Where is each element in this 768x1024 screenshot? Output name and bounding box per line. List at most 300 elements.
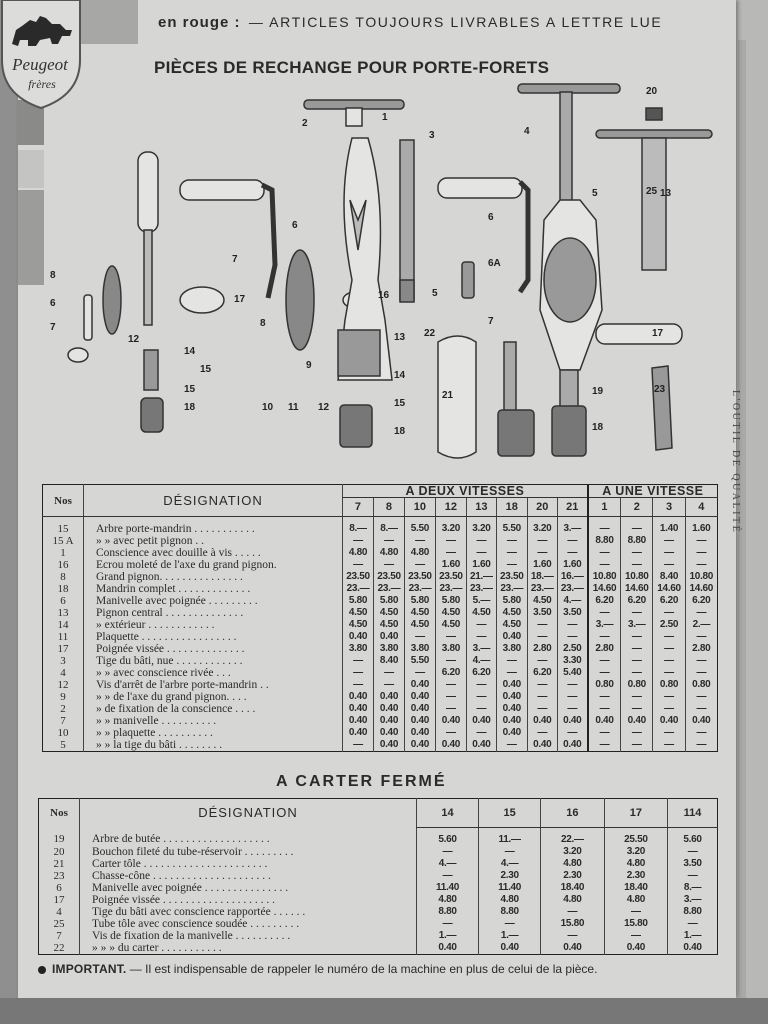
price-cell: 0.40: [653, 715, 685, 727]
price-cell: —: [653, 703, 685, 715]
price-cell: 6.20: [466, 667, 496, 679]
price-cell: —: [621, 727, 653, 739]
price-cell: 8.80: [479, 906, 541, 918]
price-cell: 0.40: [343, 715, 374, 727]
price-cell: 5.80: [343, 595, 374, 607]
price-cell: 4.—: [417, 858, 479, 870]
price-cell: 3.50: [527, 607, 557, 619]
price-cell: —: [557, 703, 588, 715]
parts-table-two-speed: [42, 484, 718, 752]
price-cell: 11.40: [417, 882, 479, 894]
row-designation: Tige du bâti, nue . . . . . . . . . . . .: [84, 655, 343, 667]
price-cell: —: [466, 619, 496, 631]
callout-14b: 14: [394, 370, 406, 381]
price-cell: 3.20: [466, 517, 496, 536]
brand-name: Peugeot: [12, 55, 68, 74]
price-cell: 4.50: [496, 607, 527, 619]
row-number: 4: [60, 667, 66, 679]
column-header: 114: [668, 799, 718, 828]
price-cell: —: [621, 517, 653, 536]
price-cell: —: [435, 703, 466, 715]
price-cell: —: [685, 547, 717, 559]
price-cell: 2.30: [604, 870, 667, 882]
price-cell: 8.80: [621, 535, 653, 547]
price-cell: —: [653, 547, 685, 559]
price-cell: —: [343, 535, 374, 547]
price-cell: —: [557, 535, 588, 547]
callout-19: 19: [592, 386, 604, 397]
bullet-icon: [38, 966, 46, 974]
price-cell: 16.—: [557, 571, 588, 583]
price-cell: 25.50: [604, 827, 667, 846]
price-cell: 4.50: [527, 595, 557, 607]
price-cell: —: [557, 691, 588, 703]
section-title-closed-casing: A CARTER FERMÉ: [276, 773, 447, 790]
callout-6: 6: [292, 220, 298, 231]
price-cell: 23.50: [343, 571, 374, 583]
column-header: 12: [435, 498, 466, 517]
price-cell: 5.40: [557, 667, 588, 679]
price-cell: —: [466, 535, 496, 547]
price-cell: —: [557, 679, 588, 691]
price-cell: 2.50: [653, 619, 685, 631]
table-row: [43, 535, 718, 547]
price-cell: 14.60: [621, 583, 653, 595]
column-header: 15: [479, 799, 541, 828]
price-cell: —: [653, 643, 685, 655]
price-cell: —: [496, 547, 527, 559]
price-cell: 2.80: [685, 643, 717, 655]
price-cell: 1.60: [527, 559, 557, 571]
price-cell: —: [685, 559, 717, 571]
price-cell: 4.50: [496, 619, 527, 631]
price-cell: 18.40: [604, 882, 667, 894]
price-cell: —: [685, 703, 717, 715]
price-cell: 4.—: [479, 858, 541, 870]
price-cell: 0.40: [466, 739, 496, 752]
row-number: 15 A: [52, 535, 74, 547]
price-cell: —: [404, 631, 435, 643]
callout-1: 1: [382, 112, 388, 123]
price-cell: 0.40: [668, 942, 718, 955]
callout-16: 16: [378, 290, 390, 301]
price-cell: —: [496, 667, 527, 679]
table-row: [43, 559, 718, 571]
callout-9: 9: [306, 360, 312, 371]
price-cell: 0.40: [541, 942, 604, 955]
price-cell: 0.40: [496, 679, 527, 691]
price-cell: —: [527, 535, 557, 547]
row-number: 17: [53, 893, 65, 906]
table-row: [43, 595, 718, 607]
price-cell: 8.40: [653, 571, 685, 583]
price-cell: —: [466, 703, 496, 715]
price-cell: 3.80: [404, 643, 435, 655]
price-cell: 6.20: [685, 595, 717, 607]
table-row: [39, 942, 718, 955]
column-header: 21: [557, 498, 588, 517]
column-header: 1: [588, 498, 621, 517]
price-cell: 23.50: [373, 571, 404, 583]
price-cell: —: [621, 667, 653, 679]
price-cell: —: [435, 691, 466, 703]
callout-18c: 18: [592, 422, 604, 433]
price-cell: 2.—: [685, 619, 717, 631]
price-cell: —: [588, 559, 621, 571]
price-cell: —: [557, 547, 588, 559]
price-cell: —: [496, 739, 527, 752]
table-row: [43, 691, 718, 703]
price-cell: 8.—: [343, 517, 374, 536]
price-cell: —: [685, 691, 717, 703]
price-cell: —: [404, 559, 435, 571]
price-cell: 5.60: [668, 827, 718, 846]
price-cell: 3.20: [604, 846, 667, 858]
price-cell: 0.80: [621, 679, 653, 691]
row-designation: Poignée vissée . . . . . . . . . . . . . .: [84, 643, 343, 655]
price-cell: —: [373, 535, 404, 547]
row-designation: Manivelle avec poignée . . . . . . . . . . . . . . .: [80, 882, 417, 894]
price-cell: 3.50: [557, 607, 588, 619]
price-cell: —: [417, 870, 479, 882]
price-cell: —: [527, 679, 557, 691]
callout-7c: 7: [488, 316, 494, 327]
price-cell: 2.80: [527, 643, 557, 655]
price-cell: 23.—: [496, 583, 527, 595]
price-cell: 0.40: [496, 715, 527, 727]
price-cell: —: [435, 631, 466, 643]
table-row: [43, 679, 718, 691]
red-label: en rouge :: [158, 14, 241, 31]
callout-5b: 5: [592, 188, 598, 199]
price-cell: 0.40: [527, 739, 557, 752]
table-row: [43, 571, 718, 583]
row-number: 15: [57, 523, 69, 535]
price-cell: 6.20: [435, 667, 466, 679]
row-number: 18: [57, 583, 69, 595]
callout-15: 15: [200, 364, 212, 375]
price-cell: 0.40: [588, 715, 621, 727]
price-cell: 4.80: [604, 858, 667, 870]
table-row: [39, 870, 718, 882]
price-cell: —: [557, 619, 588, 631]
price-cell: 23.—: [527, 583, 557, 595]
price-cell: —: [685, 655, 717, 667]
price-cell: 0.40: [404, 715, 435, 727]
table-row: [39, 930, 718, 942]
price-cell: —: [668, 918, 718, 930]
price-cell: —: [466, 631, 496, 643]
price-cell: —: [621, 607, 653, 619]
row-designation: Manivelle avec poignée . . . . . . . . .: [84, 595, 343, 607]
price-cell: 0.40: [343, 703, 374, 715]
callout-13: 13: [394, 332, 406, 343]
row-designation: » » avec conscience rivée . . .: [84, 667, 343, 679]
callout-17b: 17: [652, 328, 664, 339]
price-cell: 5.60: [417, 827, 479, 846]
price-cell: 14.60: [588, 583, 621, 595]
price-cell: —: [588, 607, 621, 619]
important-note: [38, 962, 597, 976]
price-cell: 8.—: [668, 882, 718, 894]
column-header: 16: [541, 799, 604, 828]
price-cell: 0.40: [527, 715, 557, 727]
price-cell: 3.80: [373, 643, 404, 655]
table-row: [39, 827, 718, 846]
side-slogan: L'OUTIL DE QUALITÉ: [730, 390, 741, 535]
price-cell: 10.80: [685, 571, 717, 583]
table-row: [43, 547, 718, 559]
price-cell: —: [588, 703, 621, 715]
price-cell: 3.30: [557, 655, 588, 667]
callout-6c: 6: [488, 212, 494, 223]
price-cell: 1.60: [685, 517, 717, 536]
row-designation: Vis d'arrêt de l'arbre porte-mandrin . .: [84, 679, 343, 691]
table-row: [43, 715, 718, 727]
callout-12: 12: [128, 334, 140, 345]
row-number: 12: [57, 679, 69, 691]
price-cell: —: [588, 631, 621, 643]
price-cell: —: [404, 667, 435, 679]
callout-5: 5: [432, 288, 438, 299]
price-cell: —: [373, 667, 404, 679]
price-cell: —: [621, 643, 653, 655]
price-cell: —: [479, 918, 541, 930]
row-designation: Mandrin complet . . . . . . . . . . . . .: [84, 583, 343, 595]
table-row: [43, 667, 718, 679]
price-cell: —: [527, 727, 557, 739]
table-row: [43, 607, 718, 619]
column-header: 18: [496, 498, 527, 517]
column-header: 14: [417, 799, 479, 828]
price-cell: 3.50: [668, 858, 718, 870]
background-surface: [0, 998, 768, 1024]
table-row: [43, 619, 718, 631]
price-cell: 4.50: [435, 619, 466, 631]
price-cell: 0.40: [373, 631, 404, 643]
price-cell: 23.—: [404, 583, 435, 595]
row-number: 23: [53, 869, 65, 882]
price-cell: 4.50: [373, 619, 404, 631]
price-cell: 6.20: [653, 595, 685, 607]
price-cell: 0.40: [557, 715, 588, 727]
column-header: 3: [653, 498, 685, 517]
row-designation: » » la tige du bâti . . . . . . . .: [84, 739, 343, 752]
price-cell: —: [588, 547, 621, 559]
callout-13b: 13: [660, 188, 672, 199]
price-cell: 1.—: [479, 930, 541, 942]
row-designation: Conscience avec douille à vis . . . . .: [84, 547, 343, 559]
table-row: [39, 918, 718, 930]
price-cell: —: [604, 930, 667, 942]
price-cell: 1.60: [435, 559, 466, 571]
price-cell: —: [668, 846, 718, 858]
price-cell: —: [557, 631, 588, 643]
price-cell: 8.—: [373, 517, 404, 536]
row-designation: Vis de fixation de la manivelle . . . . . . . . . .: [80, 930, 417, 942]
row-number: 5: [60, 739, 66, 751]
price-cell: 6.20: [527, 667, 557, 679]
price-cell: 4.80: [479, 894, 541, 906]
price-cell: 3.—: [466, 643, 496, 655]
price-cell: 3.—: [621, 619, 653, 631]
row-designation: Poignée vissée . . . . . . . . . . . . . . . . . . . .: [80, 894, 417, 906]
column-header: 10: [404, 498, 435, 517]
row-number: 17: [57, 643, 69, 655]
callout-4: 4: [524, 126, 530, 137]
callout-23: 23: [654, 384, 666, 395]
row-designation: » » avec petit pignon . .: [84, 535, 343, 547]
price-cell: 5.80: [373, 595, 404, 607]
price-cell: 0.40: [496, 727, 527, 739]
row-designation: Ecrou moleté de l'axe du grand pignon.: [84, 559, 343, 571]
price-cell: —: [588, 517, 621, 536]
price-cell: 4.80: [604, 894, 667, 906]
price-cell: 3.—: [588, 619, 621, 631]
price-cell: 22.—: [541, 827, 604, 846]
price-cell: —: [621, 739, 653, 752]
price-cell: —: [435, 535, 466, 547]
callout-10: 10: [262, 402, 274, 413]
row-number: 6: [60, 595, 66, 607]
price-cell: 1.—: [417, 930, 479, 942]
price-cell: 0.40: [604, 942, 667, 955]
price-cell: 5.80: [496, 595, 527, 607]
price-cell: —: [653, 631, 685, 643]
price-cell: —: [343, 655, 374, 667]
price-cell: 0.40: [404, 679, 435, 691]
callout-8b: 8: [260, 318, 266, 329]
price-cell: —: [527, 703, 557, 715]
price-cell: 0.40: [496, 691, 527, 703]
row-number: 19: [53, 833, 65, 846]
price-cell: —: [653, 691, 685, 703]
row-number: 4: [56, 905, 62, 918]
important-label: IMPORTANT.: [52, 962, 127, 976]
price-cell: 0.40: [496, 631, 527, 643]
price-cell: 4.50: [373, 607, 404, 619]
price-cell: 4.80: [541, 858, 604, 870]
price-cell: —: [496, 535, 527, 547]
callout-18: 18: [184, 402, 196, 413]
price-cell: 0.40: [343, 727, 374, 739]
table-row: [43, 583, 718, 595]
row-designation: Tige du bâti avec conscience rapportée . . . . . .: [80, 906, 417, 918]
price-cell: 3.20: [527, 517, 557, 536]
price-cell: —: [404, 535, 435, 547]
price-cell: 23.50: [496, 571, 527, 583]
price-cell: 4.50: [343, 607, 374, 619]
price-cell: —: [685, 607, 717, 619]
callout-8: 8: [50, 270, 56, 281]
price-cell: —: [373, 679, 404, 691]
row-designation: Tube tôle avec conscience soudée . . . . . . . . .: [80, 918, 417, 930]
column-header: 20: [527, 498, 557, 517]
price-cell: 0.40: [435, 739, 466, 752]
callout-6a: 6A: [488, 258, 501, 269]
price-cell: —: [541, 930, 604, 942]
row-designation: » » » du carter . . . . . . . . . . .: [80, 942, 417, 955]
table-row: [43, 631, 718, 643]
price-cell: 4.80: [417, 894, 479, 906]
price-cell: 0.40: [373, 715, 404, 727]
price-cell: —: [373, 559, 404, 571]
price-cell: —: [557, 727, 588, 739]
price-cell: 23.50: [435, 571, 466, 583]
price-cell: —: [621, 703, 653, 715]
column-header: 8: [373, 498, 404, 517]
price-cell: —: [479, 846, 541, 858]
price-cell: —: [588, 739, 621, 752]
price-cell: —: [685, 667, 717, 679]
price-cell: —: [435, 547, 466, 559]
row-number: 2: [60, 703, 66, 715]
col-no-header: Nos: [50, 807, 68, 819]
price-cell: 4.—: [557, 595, 588, 607]
price-cell: —: [435, 655, 466, 667]
row-designation: » » de l'axe du grand pignon. . . .: [84, 691, 343, 703]
price-cell: 18.—: [527, 571, 557, 583]
price-cell: 2.30: [479, 870, 541, 882]
price-cell: 23.—: [466, 583, 496, 595]
price-cell: 14.60: [653, 583, 685, 595]
row-number: 22: [53, 941, 65, 954]
price-cell: 4.—: [466, 655, 496, 667]
price-cell: 3.80: [343, 643, 374, 655]
price-cell: 1.—: [668, 930, 718, 942]
price-cell: 5.80: [404, 595, 435, 607]
table-row: [39, 906, 718, 918]
price-cell: 23.50: [404, 571, 435, 583]
header-bar: [80, 0, 138, 44]
row-designation: Carter tôle . . . . . . . . . . . . . . . . . . . . . .: [80, 858, 417, 870]
price-cell: 4.80: [541, 894, 604, 906]
price-cell: —: [621, 559, 653, 571]
price-cell: —: [685, 739, 717, 752]
price-cell: —: [588, 727, 621, 739]
row-designation: » » plaquette . . . . . . . . . .: [84, 727, 343, 739]
price-cell: 0.40: [373, 739, 404, 752]
price-cell: —: [435, 727, 466, 739]
row-number: 16: [57, 559, 69, 571]
callout-12b: 12: [318, 402, 330, 413]
price-cell: —: [588, 691, 621, 703]
price-cell: 4.50: [466, 607, 496, 619]
row-designation: Arbre porte-mandrin . . . . . . . . . . .: [84, 517, 343, 536]
price-cell: 15.80: [604, 918, 667, 930]
row-number: 7: [56, 929, 62, 942]
price-cell: 0.40: [373, 727, 404, 739]
column-header: 7: [343, 498, 374, 517]
row-number: 10: [57, 727, 69, 739]
table-row: [39, 894, 718, 906]
callout-2: 2: [302, 118, 308, 129]
price-cell: —: [685, 535, 717, 547]
row-designation: Plaquette . . . . . . . . . . . . . . . . .: [84, 631, 343, 643]
price-cell: —: [527, 691, 557, 703]
price-cell: —: [685, 727, 717, 739]
brand-subname: frères: [28, 77, 56, 91]
price-cell: 2.50: [557, 643, 588, 655]
table-row: [43, 643, 718, 655]
price-cell: —: [653, 535, 685, 547]
row-number: 20: [53, 845, 65, 858]
price-cell: —: [588, 667, 621, 679]
price-cell: —: [417, 918, 479, 930]
price-cell: 14.60: [685, 583, 717, 595]
table-row: [39, 882, 718, 894]
price-cell: 10.80: [588, 571, 621, 583]
